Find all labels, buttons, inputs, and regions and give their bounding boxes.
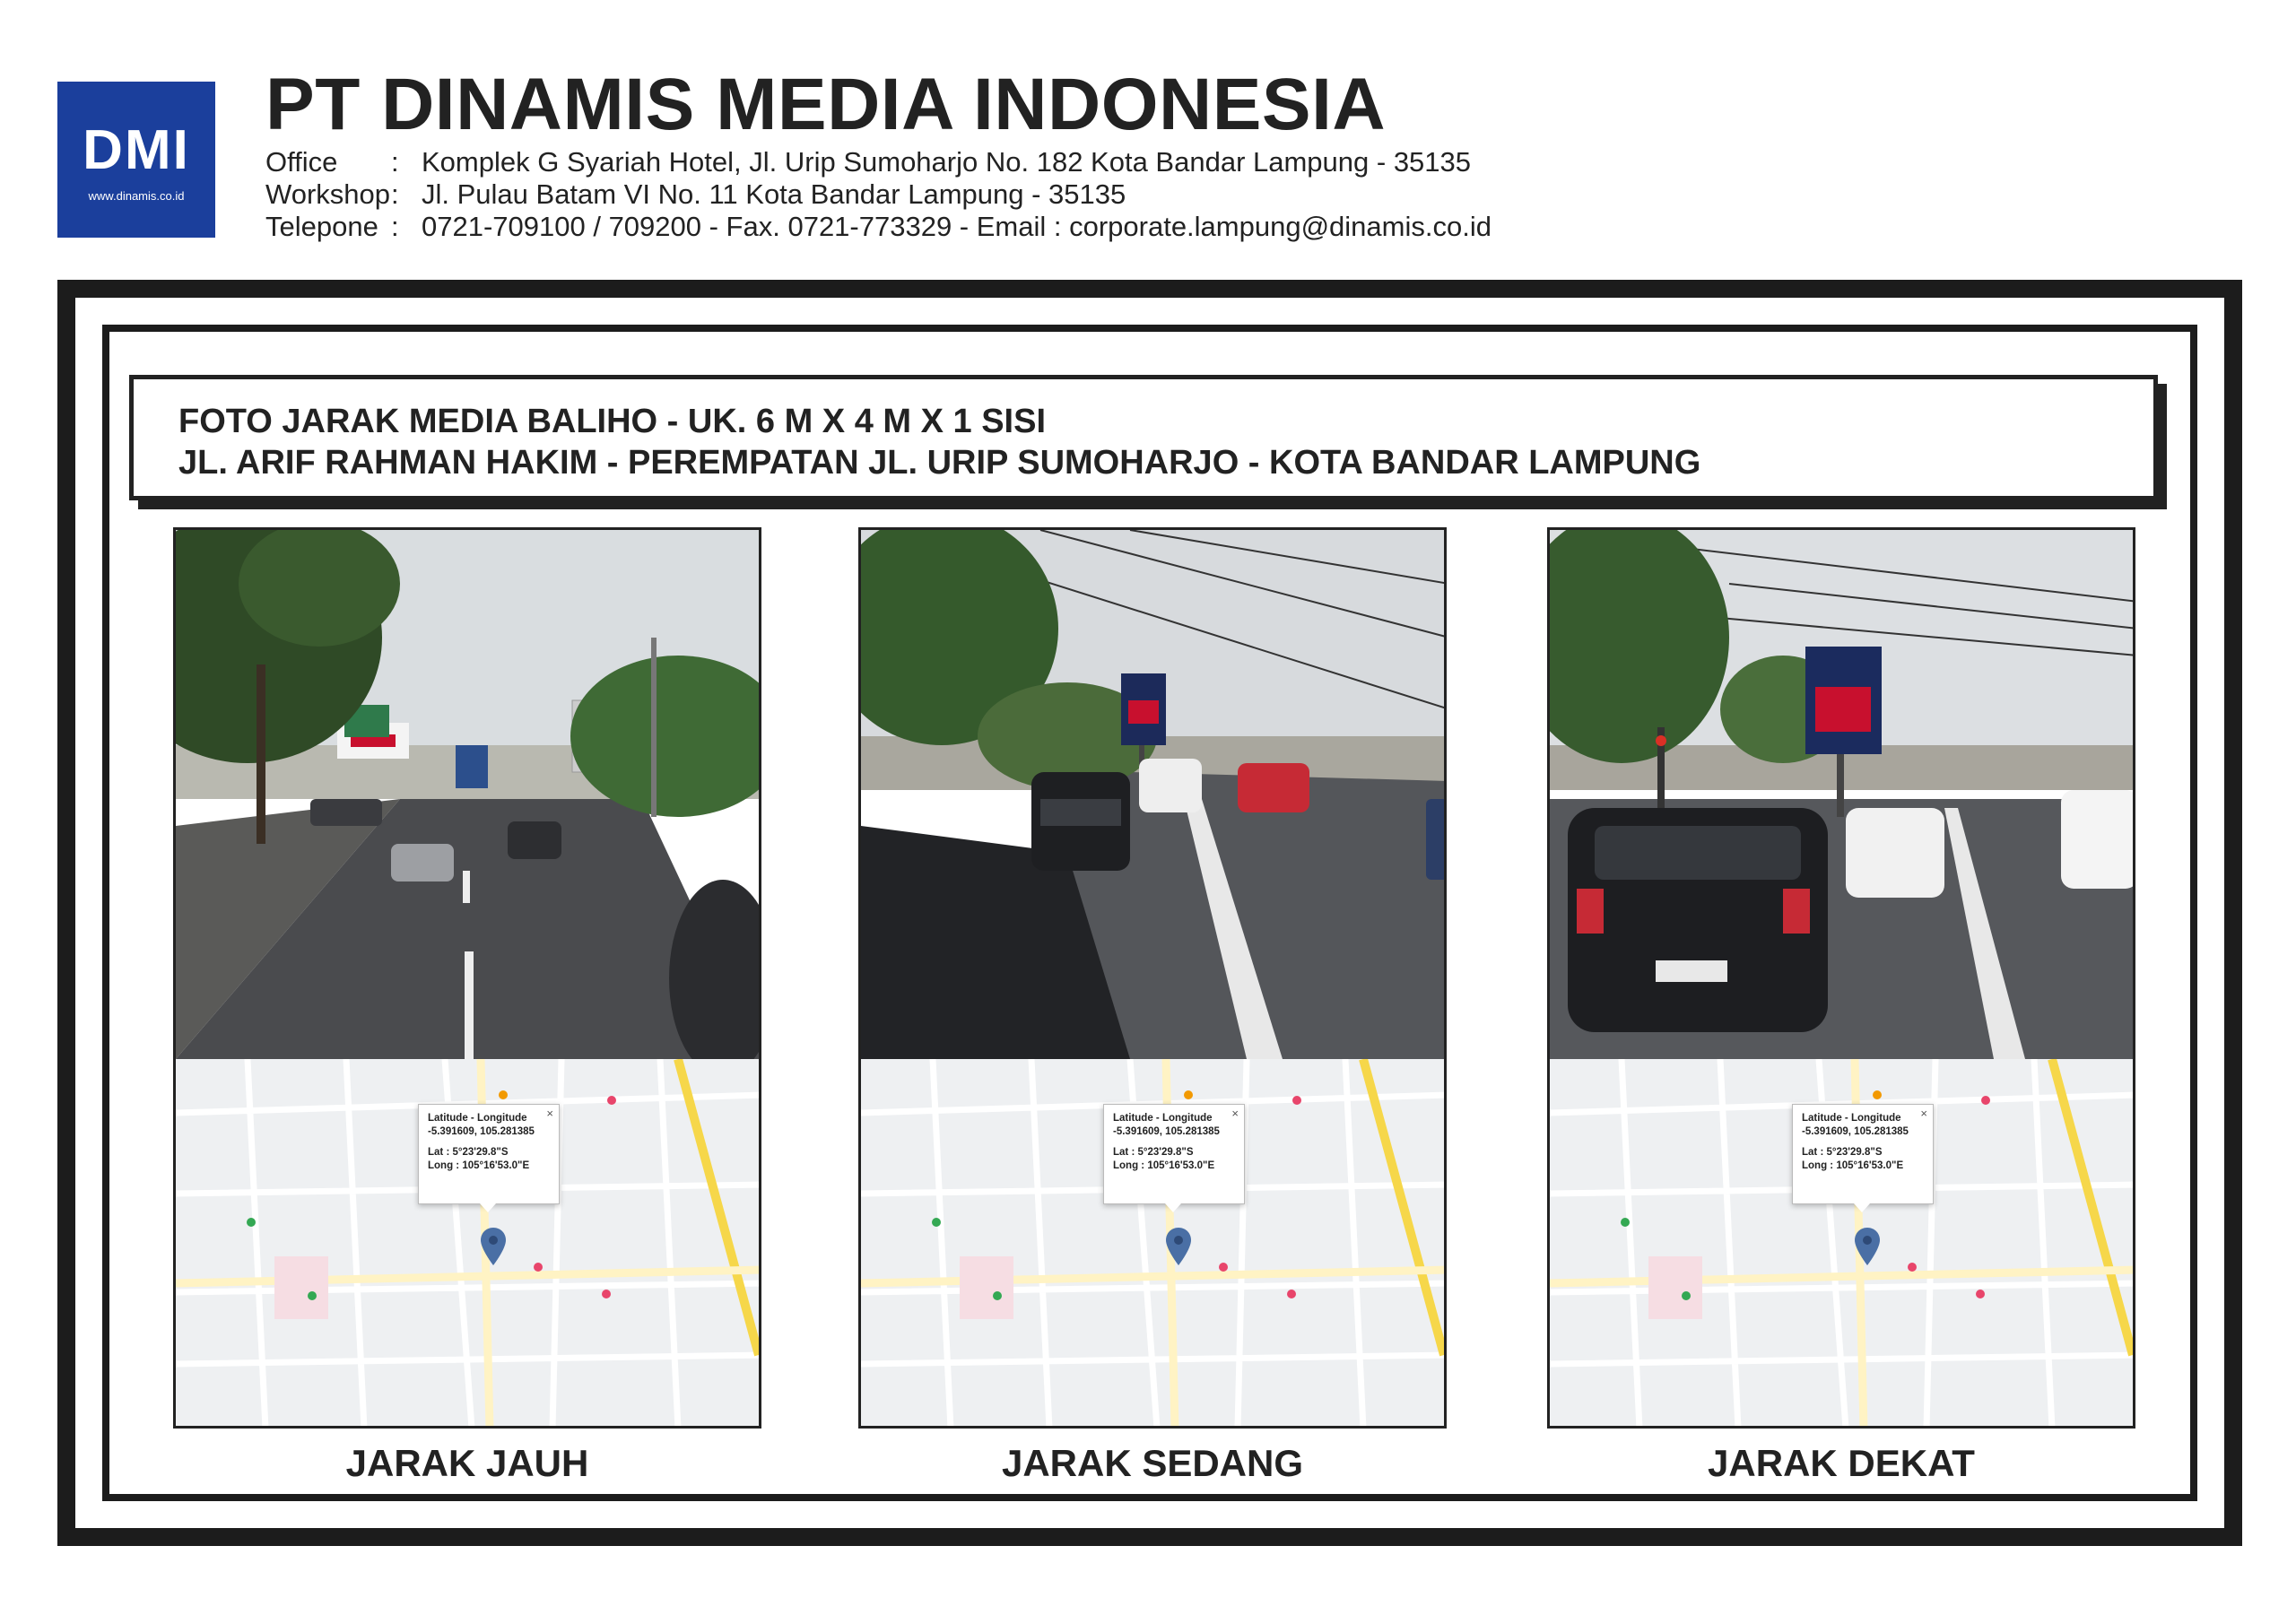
popup-close-icon[interactable]: × (546, 1107, 553, 1120)
workshop-value: Jl. Pulau Batam VI No. 11 Kota Bandar Lampung - 35135 (422, 178, 1126, 210)
map-coordinate-popup (1103, 1104, 1245, 1204)
popup-coords: -5.391609, 105.281385 (1113, 1126, 1220, 1137)
telepone-colon: : (391, 211, 399, 242)
caption-jarak-sedang: JARAK SEDANG (1001, 1442, 1304, 1484)
street-photo-illustration (176, 530, 759, 1059)
street-photo (861, 530, 1444, 1059)
telepone-row (265, 211, 1492, 243)
panel-jarak-jauh (173, 527, 761, 1429)
street-photo (1550, 530, 2133, 1059)
location-map (176, 1059, 759, 1429)
popup-heading: Latitude - Longitude (1113, 1113, 1213, 1124)
street-photo-illustration (1550, 530, 2133, 1059)
location-pin-icon (1855, 1228, 1880, 1265)
office-colon: : (391, 146, 399, 178)
caption-jarak-jauh: JARAK JAUH (345, 1442, 589, 1484)
location-pin-icon (1166, 1228, 1191, 1265)
workshop-row (265, 178, 1126, 211)
company-name: PT DINAMIS MEDIA INDONESIA (265, 64, 1387, 145)
telepone-label: Telepone (265, 211, 378, 242)
logo-text: DMI (83, 118, 190, 181)
panel-jarak-sedang (858, 527, 1447, 1429)
popup-lat: Lat : 5°23'29.8"S (1113, 1147, 1194, 1158)
location-map (861, 1059, 1444, 1429)
popup-lat: Lat : 5°23'29.8"S (1802, 1147, 1883, 1158)
popup-long: Long : 105°16'53.0"E (428, 1160, 530, 1171)
popup-coords: -5.391609, 105.281385 (1802, 1126, 1909, 1137)
title-line-1: FOTO JARAK MEDIA BALIHO - UK. 6 M X 4 M X 1 SISI (178, 403, 1046, 440)
popup-close-icon[interactable]: × (1920, 1107, 1927, 1120)
telepone-value: 0721-709100 / 709200 - Fax. 0721-773329 - Email : corporate.lampung@dinamis.co.id (422, 211, 1492, 242)
workshop-label: Workshop (265, 178, 390, 210)
workshop-colon: : (391, 178, 399, 210)
caption-jarak-dekat: JARAK DEKAT (1708, 1442, 1975, 1484)
office-value: Komplek G Syariah Hotel, Jl. Urip Sumoharjo No. 182 Kota Bandar Lampung - 35135 (422, 146, 1472, 178)
company-logo (57, 82, 215, 238)
popup-heading: Latitude - Longitude (1802, 1113, 1901, 1124)
popup-long: Long : 105°16'53.0"E (1113, 1160, 1215, 1171)
popup-heading: Latitude - Longitude (428, 1113, 527, 1124)
popup-long: Long : 105°16'53.0"E (1802, 1160, 1904, 1171)
popup-coords: -5.391609, 105.281385 (428, 1126, 535, 1137)
panel-jarak-dekat (1547, 527, 2135, 1429)
popup-close-icon[interactable]: × (1231, 1107, 1239, 1120)
street-photo-illustration (861, 530, 1444, 1059)
street-photo (176, 530, 759, 1059)
logo-url: www.dinamis.co.id (88, 188, 185, 203)
map-coordinate-popup (1792, 1104, 1934, 1204)
location-map (1550, 1059, 2133, 1429)
title-line-2: JL. ARIF RAHMAN HAKIM - PEREMPATAN JL. URIP SUMOHARJO - KOTA BANDAR LAMPUNG (178, 444, 1701, 482)
popup-lat: Lat : 5°23'29.8"S (428, 1147, 509, 1158)
location-pin-icon (481, 1228, 506, 1265)
title-box (129, 375, 2158, 500)
office-label: Office (265, 146, 338, 178)
office-row (265, 146, 1471, 178)
map-coordinate-popup (418, 1104, 560, 1204)
